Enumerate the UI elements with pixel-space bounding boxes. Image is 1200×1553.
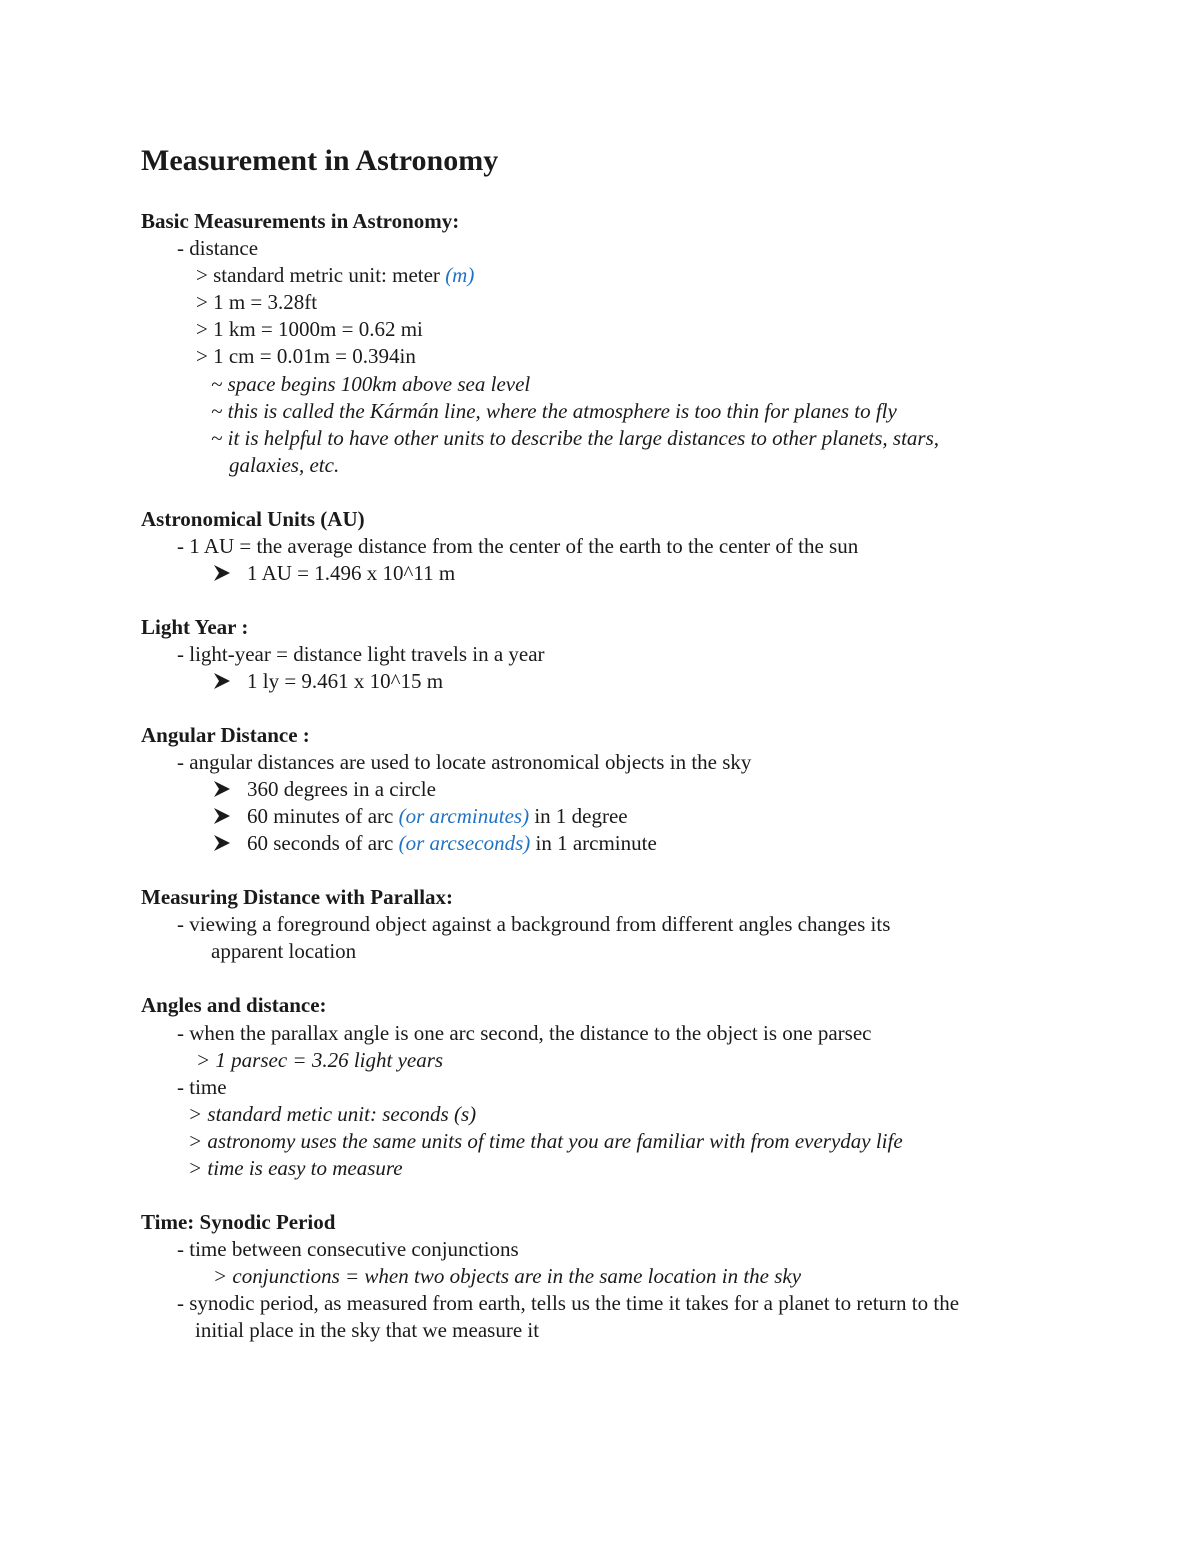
note-line: galaxies, etc. xyxy=(229,453,340,477)
section-heading-au: Astronomical Units (AU) xyxy=(141,507,365,531)
note-line: > astronomy uses the same units of time that you are familiar with from everyday life xyxy=(188,1129,903,1153)
list-item: > 1 cm = 0.01m = 0.394in xyxy=(196,344,416,368)
list-item: - light-year = distance light travels in a year xyxy=(177,642,545,666)
list-item-continuation: apparent location xyxy=(211,939,357,963)
list-item: > 1 km = 1000m = 0.62 mi xyxy=(196,317,423,341)
bullet-item: 60 minutes of arc (or arcminutes) in 1 degree xyxy=(213,803,628,830)
list-item: - distance xyxy=(177,236,259,260)
bullet-item: 360 degrees in a circle xyxy=(213,776,436,803)
highlighted-text: (m) xyxy=(445,263,475,287)
note-line: ~ it is helpful to have other units to describe the large distances to other planets, stars, xyxy=(211,426,940,450)
section-heading-synodic: Time: Synodic Period xyxy=(141,1210,336,1234)
section-heading-angular: Angular Distance : xyxy=(141,723,310,747)
arrowhead-bullet-icon xyxy=(213,668,247,695)
list-item: > 1 m = 3.28ft xyxy=(196,290,318,314)
note-line: ~ this is called the Kármán line, where the atmosphere is too thin for planes to fly xyxy=(211,399,897,423)
list-item: - synodic period, as measured from earth, tells us the time it takes for a planet to return to the xyxy=(177,1291,960,1315)
page-title: Measurement in Astronomy xyxy=(141,144,499,177)
list-item: - time between consecutive conjunctions xyxy=(177,1237,519,1261)
section-heading-parallax: Measuring Distance with Parallax: xyxy=(141,885,454,909)
list-item: - angular distances are used to locate astronomical objects in the sky xyxy=(177,750,752,774)
arrowhead-bullet-icon xyxy=(213,830,247,857)
note-line: ~ space begins 100km above sea level xyxy=(211,372,531,396)
bullet-item: 60 seconds of arc (or arcseconds) in 1 arcminute xyxy=(213,830,657,857)
section-heading-light-year: Light Year : xyxy=(141,615,249,639)
list-item: - time xyxy=(177,1075,227,1099)
bullet-item: 1 ly = 9.461 x 10^15 m xyxy=(213,668,443,695)
list-item: - viewing a foreground object against a background from different angles changes its xyxy=(177,912,891,936)
list-item-continuation: initial place in the sky that we measure it xyxy=(195,1318,540,1342)
arrowhead-bullet-icon xyxy=(213,803,247,830)
list-item: - when the parallax angle is one arc second, the distance to the object is one parsec xyxy=(177,1021,872,1045)
note-line: > 1 parsec = 3.26 light years xyxy=(196,1048,444,1072)
section-heading-angles: Angles and distance: xyxy=(141,993,327,1017)
highlighted-text: (or arcminutes) xyxy=(398,804,530,828)
list-item: - 1 AU = the average distance from the center of the earth to the center of the sun xyxy=(177,534,859,558)
arrowhead-bullet-icon xyxy=(213,776,247,803)
list-item: > standard metric unit: meter (m) xyxy=(196,263,475,287)
note-line: > conjunctions = when two objects are in the same location in the sky xyxy=(213,1264,802,1288)
arrowhead-bullet-icon xyxy=(213,560,247,587)
note-line: > standard metic unit: seconds (s) xyxy=(188,1102,477,1126)
highlighted-text: (or arcseconds) xyxy=(398,831,531,855)
section-heading-basic: Basic Measurements in Astronomy: xyxy=(141,209,460,233)
bullet-item: 1 AU = 1.496 x 10^11 m xyxy=(213,560,455,587)
note-line: > time is easy to measure xyxy=(188,1156,403,1180)
